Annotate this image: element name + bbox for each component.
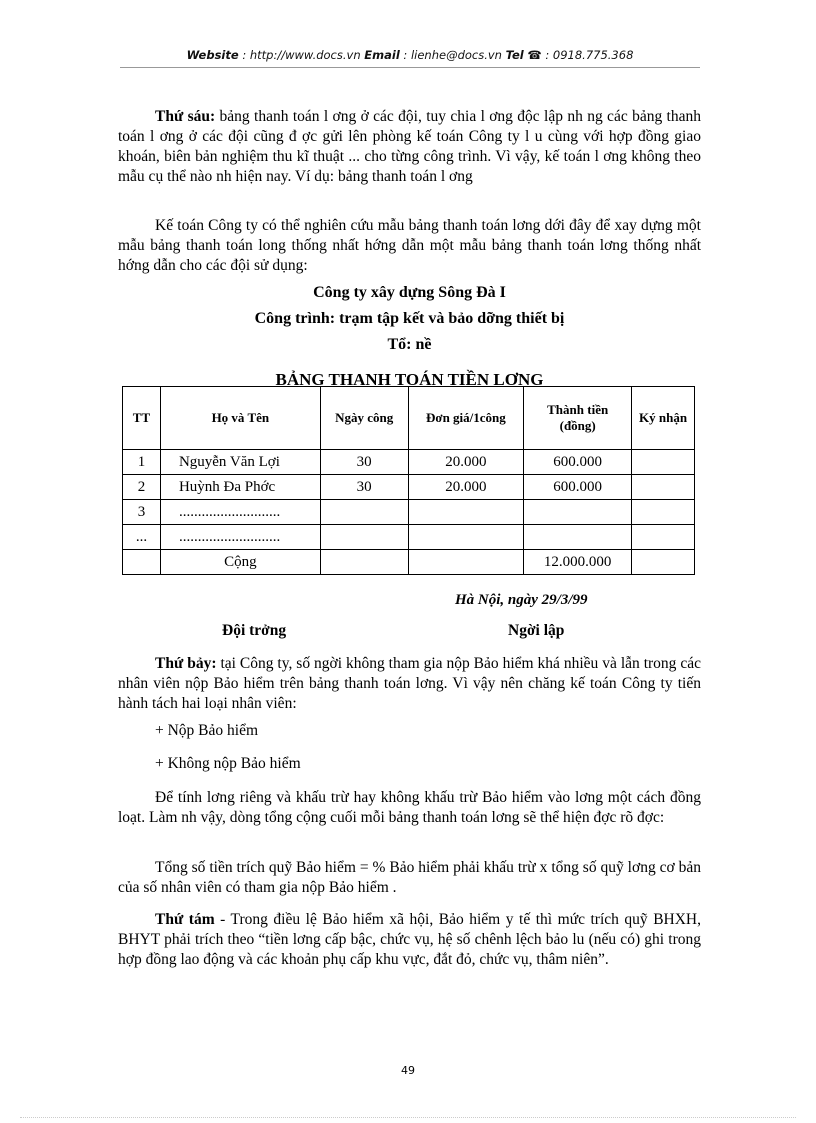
cell-days — [320, 550, 408, 575]
signature-preparer: Ngời lập — [508, 622, 565, 639]
phone-icon: ☎ — [527, 48, 542, 62]
cell-amount — [524, 500, 632, 525]
paragraph-thu-sau — [118, 107, 701, 187]
cell-days: 30 — [320, 450, 408, 475]
project-name: Công trình: trạm tập kết và bảo dỡng thiết bị — [254, 310, 565, 327]
cell-unit-price: 20.000 — [408, 450, 524, 475]
website-label: Website — [186, 48, 239, 62]
company-name: Công ty xây dựng Sông Đà I — [313, 284, 506, 301]
cell-name: Huỳnh Đa Phớc — [160, 475, 320, 500]
website-value: : http://www.docs.vn — [238, 48, 365, 62]
cell-amount — [524, 525, 632, 550]
cell-days: 30 — [320, 475, 408, 500]
table-total-row — [123, 550, 695, 575]
cell-days — [320, 525, 408, 550]
total-label: Cộng — [160, 550, 320, 575]
paragraph-formula: Tổng số tiền trích quỹ Bảo hiểm = % Bảo hiểm phải khấu trừ x tổng số quỹ lơng cơ bản của số nhân viên có tham gia nộp Bảo hiểm . — [118, 859, 701, 896]
tel-label: Tel — [505, 48, 524, 62]
col-header-unit-price: Đơn giá/1công — [408, 387, 524, 450]
col-header-amount: Thành tiền (đồng) — [524, 387, 632, 450]
payroll-table — [122, 386, 695, 575]
bullet-not-insured: + Không nộp Bảo hiểm — [155, 755, 301, 772]
paragraph-text: - Trong điều lệ Bảo hiểm xã hội, Bảo hiểm y tế thì mức trích quỹ BHXH, BHYT phải trích theo “tiền lơng cấp bậc, chức vụ, hệ số chênh lệch bảo lu (nếu có) ghi trong hợp đồng lao động và các khoản phụ cấp khu vực, đắt đỏ, chức vụ, thâm niên”. — [118, 911, 702, 968]
col-header-days: Ngày công — [320, 387, 408, 450]
cell-amount: 600.000 — [524, 450, 632, 475]
cell-signature — [632, 500, 695, 525]
cell-signature — [632, 450, 695, 475]
cell-tt: 2 — [123, 475, 161, 500]
cell-unit-price: 20.000 — [408, 475, 524, 500]
paragraph-text: bảng thanh toán l ơng ở các đội, tuy chia l ơng độc lập nh ng các bảng thanh toán l ơng ở các đội cũng đ ợc gửi lên phòng kế toán Công ty l u cùng với hợp đồng giao khoán, biên bản nghiệm thu kĩ thuật ... cho từng công trình. Vì vậy, kế toán l ơng không theo mẫu cụ thể nào nh hiện nay. Ví dụ: bảng thanh toán l ơng — [118, 108, 701, 185]
email-value: : lienhe@docs.vn — [399, 48, 506, 62]
table-row — [123, 500, 695, 525]
bullet-insured: + Nộp Bảo hiểm — [155, 722, 259, 739]
cell-days — [320, 500, 408, 525]
date-line: Hà Nội, ngày 29/3/99 — [455, 592, 588, 608]
tel-value: : 0918.775.368 — [541, 48, 634, 62]
header-divider — [120, 67, 700, 68]
table-header-row — [123, 387, 695, 450]
paragraph-lead: Thứ tám — [155, 911, 215, 928]
col-header-name: Họ và Tên — [160, 387, 320, 450]
signature-team-leader: Đội trởng — [222, 622, 287, 639]
col-header-signature: Ký nhận — [632, 387, 695, 450]
cell-tt: ... — [123, 525, 161, 550]
paragraph-thu-tam — [118, 910, 701, 970]
table-row — [123, 450, 695, 475]
cell-tt: 1 — [123, 450, 161, 475]
cell-unit-price — [408, 500, 524, 525]
cell-signature — [632, 550, 695, 575]
paragraph-thu-bay — [118, 654, 701, 714]
page-number: 49 — [401, 1064, 415, 1077]
col-header-tt: TT — [123, 387, 161, 450]
page-header — [120, 48, 700, 62]
paragraph-tinh-luong: Để tính lơng riêng và khấu trừ hay không khấu trừ Bảo hiểm vào lơng một cách đồng loạt. Làm nh vậy, dòng tổng cộng cuối mỗi bảng thanh toán lơng sẽ thể hiện đợc rõ đợc: — [118, 789, 701, 826]
paragraph-text: tại Công ty, số ngời không tham gia nộp Bảo hiểm khá nhiều và lẫn trong các nhân viên nộp Bảo hiểm trên bảng thanh toán lơng. Vì vậy nên chăng kế toán Công ty tiến hành tách hai loại nhân viên: — [118, 655, 702, 712]
cell-name: ........................... — [160, 525, 320, 550]
cell-tt — [123, 550, 161, 575]
cell-amount: 600.000 — [524, 475, 632, 500]
cell-signature — [632, 525, 695, 550]
table-row — [123, 475, 695, 500]
paragraph-ke-toan: Kế toán Công ty có thể nghiên cứu mẫu bảng thanh toán lơng dới đây để xay dựng một mẫu bảng thanh toán long thống nhất hớng dẫn một mẫu bảng thanh toán lơng thống nhất hớng dẫn cho các đội sử dụng: — [118, 217, 701, 274]
table-row — [123, 525, 695, 550]
table-title: BẢNG THANH TOÁN TIỀN LƠNG — [275, 370, 544, 389]
footer-divider — [20, 1117, 796, 1118]
team-name: Tổ: nề — [387, 336, 432, 353]
cell-name: Nguyễn Văn Lợi — [160, 450, 320, 475]
paragraph-lead: Thứ sáu: — [155, 108, 216, 125]
cell-unit-price — [408, 525, 524, 550]
cell-name: ........................... — [160, 500, 320, 525]
email-label: Email — [364, 48, 400, 62]
cell-tt: 3 — [123, 500, 161, 525]
cell-unit-price — [408, 550, 524, 575]
cell-signature — [632, 475, 695, 500]
paragraph-lead: Thứ bảy: — [155, 655, 217, 672]
total-value: 12.000.000 — [524, 550, 632, 575]
